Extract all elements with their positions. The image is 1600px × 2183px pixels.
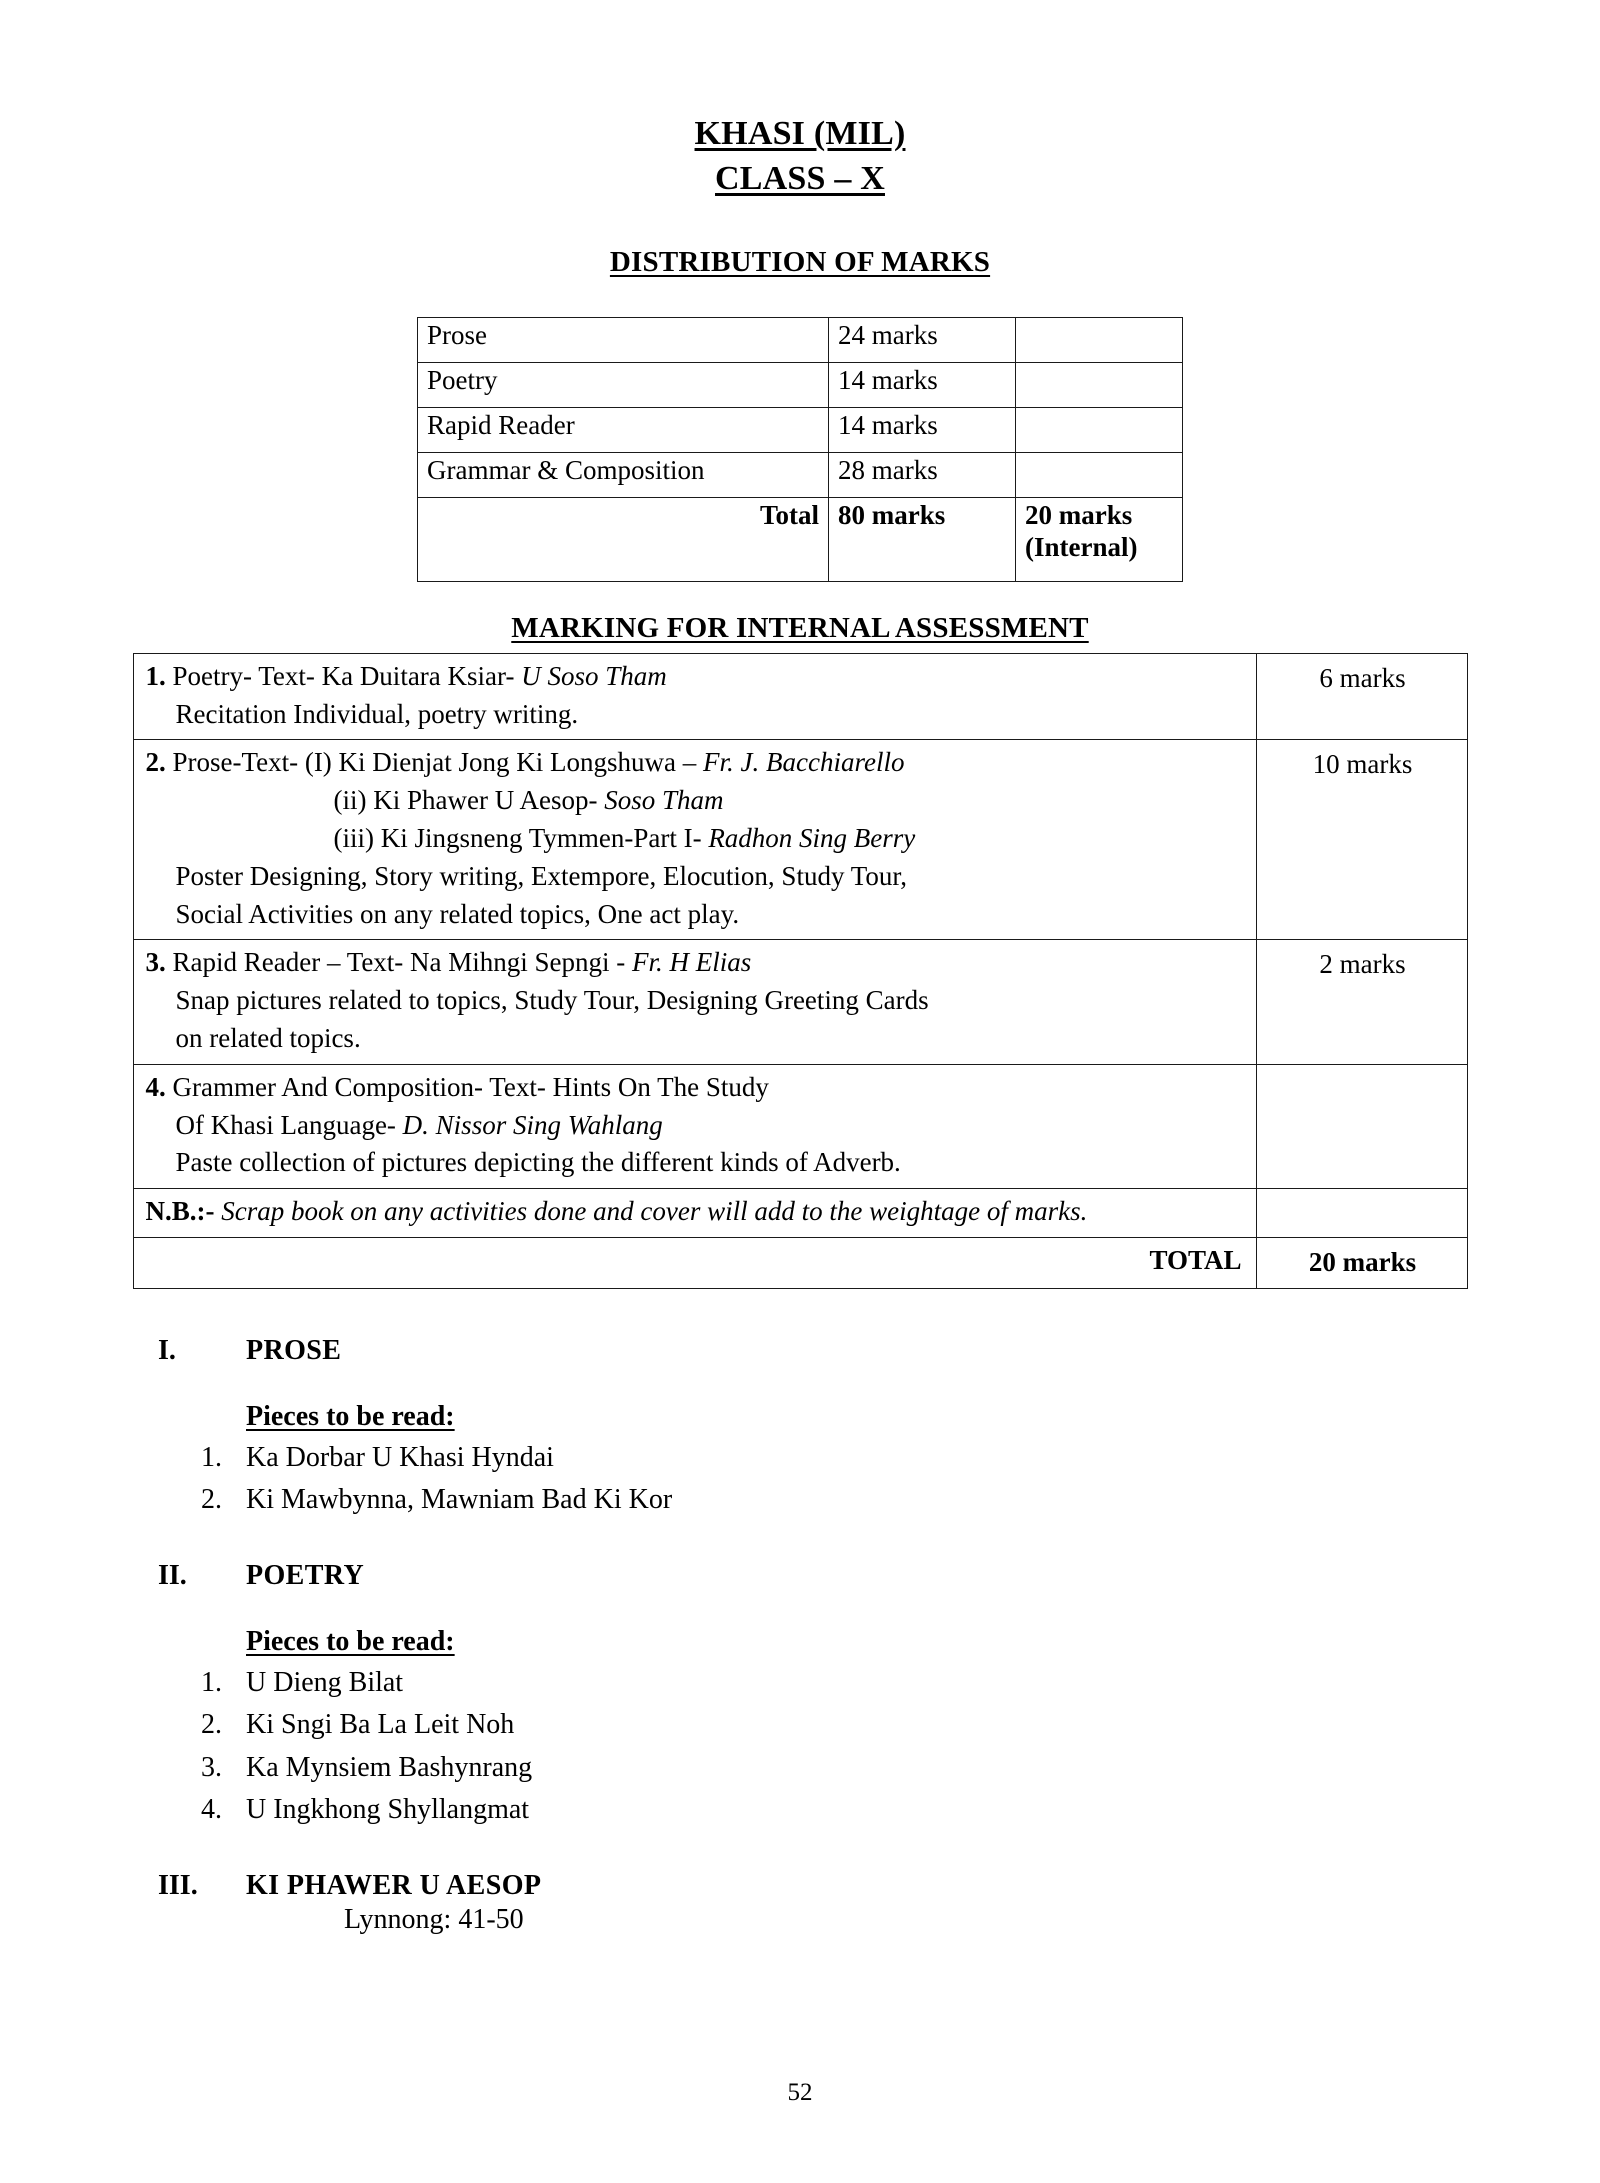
item-detail-line [146,982,1246,1020]
marks-cell: 14 marks [829,362,1016,407]
lynnong-range: Lynnong: 41-50 [344,1903,524,1935]
internal-total-label: TOTAL [133,1237,1256,1288]
assessment-marks-cell [1256,1064,1467,1188]
item-detail-plain: Recitation Individual, poetry writing. [175,698,579,729]
item-detail-line [146,858,1246,896]
section-heading-prose [158,1335,1600,1367]
list-item-text: Ka Mynsiem Bashynrang [246,1751,533,1783]
item-detail-italic: Radhon Sing Berry [708,822,916,853]
syllabus-sections [0,1335,1600,1936]
list-item [158,1747,1600,1790]
table-row [133,1064,1467,1188]
list-item [158,1704,1600,1747]
note-marks-cell [1256,1189,1467,1238]
internal-total-row [133,1237,1467,1288]
distribution-heading [0,246,1600,279]
assessment-marks-cell: 6 marks [1256,653,1467,740]
extra-cell [1016,362,1183,407]
spacer [158,1832,1600,1870]
item-number: 1. [145,660,166,691]
distribution-table-wrapper [0,317,1600,582]
item-detail-line [146,1144,1246,1182]
section-label: POETRY [246,1559,365,1591]
list-item-text: U Dieng Bilat [246,1666,404,1698]
assessment-item-title [146,658,1246,696]
marks-cell: 14 marks [829,407,1016,452]
list-item-index: 1. [201,1441,222,1473]
assessment-item-title [146,744,1246,782]
list-item-index: 1. [201,1666,222,1698]
item-title-author: Fr. J. Bacchiarello [703,747,905,778]
total-internal-line2: (Internal) [1025,531,1138,562]
item-title-plain: Poetry- Text- Ka Duitara Ksiar- [165,660,522,691]
total-internal-line1: 20 marks [1025,499,1133,530]
list-item [158,1789,1600,1832]
item-detail-plain: (iii) Ki Jingsneng Tymmen-Part I- [333,822,709,853]
assessment-item-title [146,944,1246,982]
list-item-text: Ki Sngi Ba La Leit Noh [246,1709,515,1741]
item-detail-plain: Snap pictures related to topics, Study Tour, Designing Greeting Cards [175,985,929,1016]
item-detail-line [146,1107,1246,1145]
item-detail-plain: Of Khasi Language- [175,1109,403,1140]
spacer [158,1522,1600,1560]
distribution-total-row [418,497,1183,581]
item-detail-line [146,696,1246,734]
assessment-item-1 [133,653,1256,740]
list-item-index: 2. [201,1709,222,1741]
title-line-2 [0,157,1600,202]
internal-assessment-heading-text: MARKING FOR INTERNAL ASSESSMENT [511,611,1089,644]
table-row [133,740,1467,940]
item-detail-plain: Social Activities on any related topics, One act play. [175,898,740,929]
list-item-index: 2. [201,1484,222,1516]
item-detail-plain: Paste collection of pictures depicting the different kinds of Adverb. [175,1147,901,1178]
list-item-index: 3. [201,1751,222,1783]
item-detail-plain: on related topics. [175,1022,361,1053]
item-detail-italic: Soso Tham [604,785,724,816]
item-detail-line [146,820,1246,858]
list-item-index: 4. [201,1794,222,1826]
item-detail-line [146,1020,1246,1058]
page-title [0,112,1600,202]
marks-cell: 28 marks [829,452,1016,497]
item-detail-plain: (ii) Ki Phawer U Aesop- [333,785,605,816]
list-item [158,1437,1600,1480]
extra-cell [1016,317,1183,362]
internal-assessment-heading [0,612,1600,645]
item-title-plain: Grammer And Composition- Text- Hints On The Study [165,1071,769,1102]
title-line-1 [0,112,1600,157]
pieces-subheading-poetry: Pieces to be read: [246,1625,455,1657]
title-line-2-text: CLASS – X [715,159,885,197]
distribution-table [417,317,1183,582]
assessment-item-title [146,1069,1246,1107]
section-label: KI PHAWER U AESOP [246,1869,542,1901]
total-label: Total [418,497,829,581]
note-label: N.B.:- [145,1196,215,1227]
assessment-item-3 [133,940,1256,1064]
item-detail-plain: Poster Designing, Story writing, Extempore, Elocution, Study Tour, [175,860,907,891]
pieces-subheading-prose: Pieces to be read: [246,1400,455,1432]
total-marks: 80 marks [829,497,1016,581]
item-title-author: U Soso Tham [521,660,667,691]
subject-cell: Prose [418,317,829,362]
list-item [158,1479,1600,1522]
document-page [0,112,1600,2183]
table-row [418,452,1183,497]
internal-assessment-table [133,653,1468,1289]
pieces-list-prose [158,1437,1600,1522]
item-number: 3. [145,947,166,978]
item-title-author: Fr. H Elias [632,947,752,978]
section-roman: I. [158,1334,176,1366]
assessment-marks-cell: 2 marks [1256,940,1467,1064]
section-roman: III. [158,1869,198,1901]
internal-total-marks: 20 marks [1256,1237,1467,1288]
internal-assessment-table-wrapper [0,653,1600,1289]
item-detail-italic: D. Nissor Sing Wahlang [402,1109,663,1140]
list-item-text: U Ingkhong Shyllangmat [246,1794,530,1826]
subject-cell: Rapid Reader [418,407,829,452]
list-item-text: Ki Mawbynna, Mawniam Bad Ki Kor [246,1484,673,1516]
extra-cell [1016,452,1183,497]
title-line-1-text: KHASI (MIL) [694,115,906,152]
table-row [418,407,1183,452]
item-number: 2. [145,747,166,778]
item-detail-line [146,896,1246,934]
marks-cell: 24 marks [829,317,1016,362]
table-row [133,653,1467,740]
section-roman: II. [158,1559,187,1591]
list-item [158,1662,1600,1705]
page-number: 52 [787,2079,813,2106]
section-heading-poetry [158,1560,1600,1592]
item-title-plain: Prose-Text- (I) Ki Dienjat Jong Ki Longshuwa – [165,747,704,778]
distribution-heading-text: DISTRIBUTION OF MARKS [609,245,991,278]
note-cell [133,1189,1256,1238]
assessment-item-2 [133,740,1256,940]
assessment-item-4 [133,1064,1256,1188]
table-row [133,940,1467,1064]
subject-cell: Poetry [418,362,829,407]
pieces-list-poetry [158,1662,1600,1832]
note-row [133,1189,1467,1238]
section-label: PROSE [246,1334,342,1366]
total-internal [1016,497,1183,581]
list-item-text: Ka Dorbar U Khasi Hyndai [246,1441,554,1473]
table-row [418,362,1183,407]
extra-cell [1016,407,1183,452]
item-detail-line [146,782,1246,820]
table-row [418,317,1183,362]
assessment-marks-cell: 10 marks [1256,740,1467,940]
item-number: 4. [145,1071,166,1102]
section-heading-ki-phawer-u-aesop [158,1870,1600,1902]
note-body: Scrap book on any activities done and cover will add to the weightage of marks. [221,1196,1088,1227]
item-title-plain: Rapid Reader – Text- Na Mihngi Sepngi - [165,947,633,978]
subject-cell: Grammar & Composition [418,452,829,497]
